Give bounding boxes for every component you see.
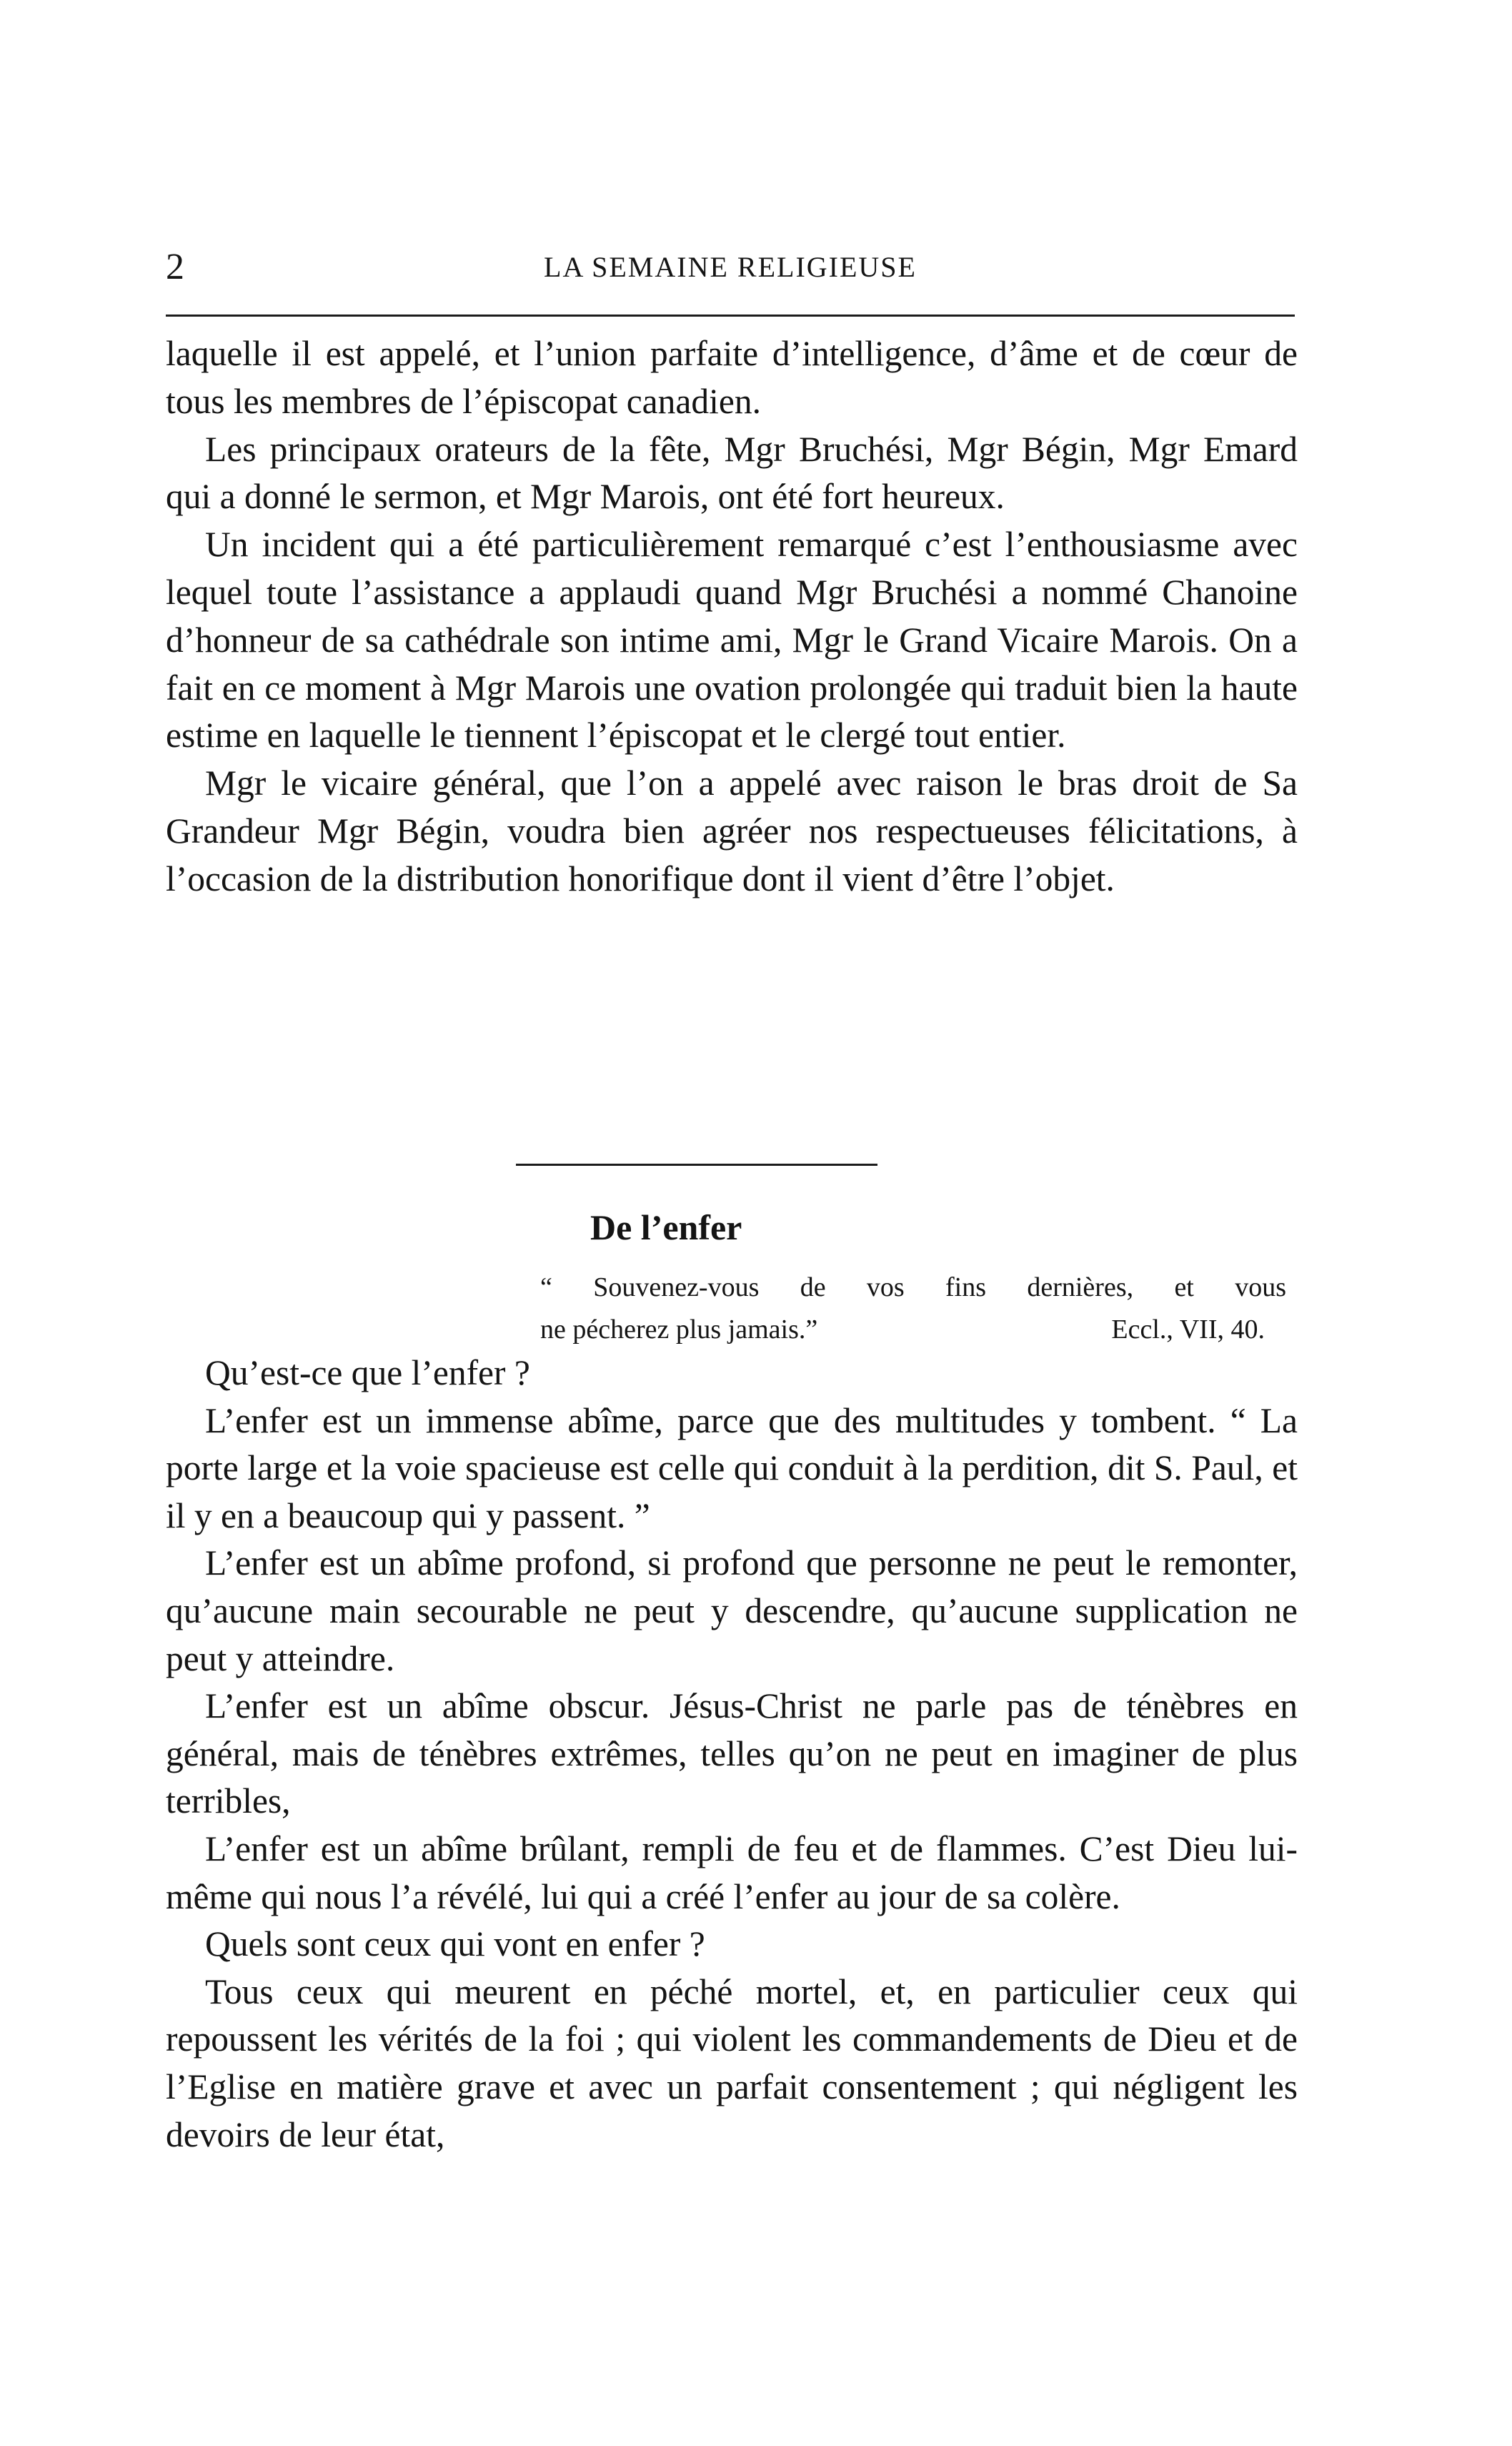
- paragraph: Les principaux orateurs de la fête, Mgr Bruchési, Mgr Bégin, Mgr Emard qui a donné le sermon, et Mgr Marois, ont été fort heureux.: [166, 429, 1298, 517]
- page-header: [166, 246, 1295, 296]
- paragraph: laquelle il est appelé, et l’union parfaite d’intelligence, d’âme et de cœur de tous les membres de l’épiscopat canadien.: [166, 334, 1298, 421]
- paragraph: Un incident qui a été particulièrement remarqué c’est l’enthousiasme avec lequel toute l’assistance a applaudi quand Mgr Bruchési a nommé Chanoine d’honneur de sa cathédrale son intime ami, Mgr le Grand Vicaire Marois. On a fait en ce moment à Mgr Marois une ovation prolongée qui traduit bien la haute estime en laquelle le tiennent l’épiscopat et le clergé tout entier.: [166, 525, 1298, 756]
- paragraph: Quels sont ceux qui vont en enfer ?: [205, 1924, 705, 1964]
- paragraph: L’enfer est un abîme brûlant, rempli de feu et de flammes. C’est Dieu lui-même qui nous l’a révélé, lui qui a créé l’enfer au jour de sa colère.: [166, 1828, 1298, 1916]
- paragraph: Qu’est-ce que l’enfer ?: [205, 1353, 530, 1392]
- paragraph: Tous ceux qui meurent en péché mortel, et, en particulier ceux qui repoussent les vérités de la foi ; qui violent les commandements de Dieu et de l’Eglise en matière grave et avec un parfait consentement ; qui négligent les devoirs de leur état,: [166, 1971, 1298, 2154]
- section-body: [166, 1350, 1298, 2159]
- epigraph-line: ne pécherez plus jamais.”: [540, 1314, 818, 1345]
- section-divider: [516, 1164, 877, 1166]
- paragraph: L’enfer est un abîme profond, si profond que personne ne peut le remonter, qu’aucune main secourable ne peut y descendre, qu’aucune supplication ne peut y atteindre.: [166, 1543, 1298, 1678]
- article-continuation: [166, 330, 1298, 903]
- paragraph: Mgr le vicaire général, que l’on a appelé avec raison le bras droit de Sa Grandeur Mgr Bégin, voudra bien agréer nos respectueuses félicitations, à l’occasion de la distribution honorifique dont il vient d’être l’objet.: [166, 763, 1298, 898]
- epigraph: [540, 1267, 1286, 1351]
- section-title: De l’enfer: [590, 1207, 742, 1247]
- epigraph-line: “ Souvenez-vous de vos fins dernières, et vous: [540, 1272, 1286, 1302]
- paragraph: L’enfer est un immense abîme, parce que des multitudes y tombent. “ La porte large et la voie spacieuse est celle qui conduit à la perdition, dit S. Paul, et il y en a beaucoup qui y passent. ”: [166, 1400, 1298, 1535]
- epigraph-reference: Eccl., VII, 40.: [1111, 1314, 1265, 1345]
- epigraph-line-with-reference: [540, 1309, 1286, 1351]
- paragraph: L’enfer est un abîme obscur. Jésus-Christ ne parle pas de ténèbres en général, mais de ténèbres extrêmes, telles qu’on ne peut en imaginer de plus terribles,: [166, 1686, 1298, 1821]
- header-rule: [166, 315, 1295, 317]
- page-number: 2: [166, 247, 184, 287]
- running-title: LA SEMAINE RELIGIEUSE: [544, 251, 917, 283]
